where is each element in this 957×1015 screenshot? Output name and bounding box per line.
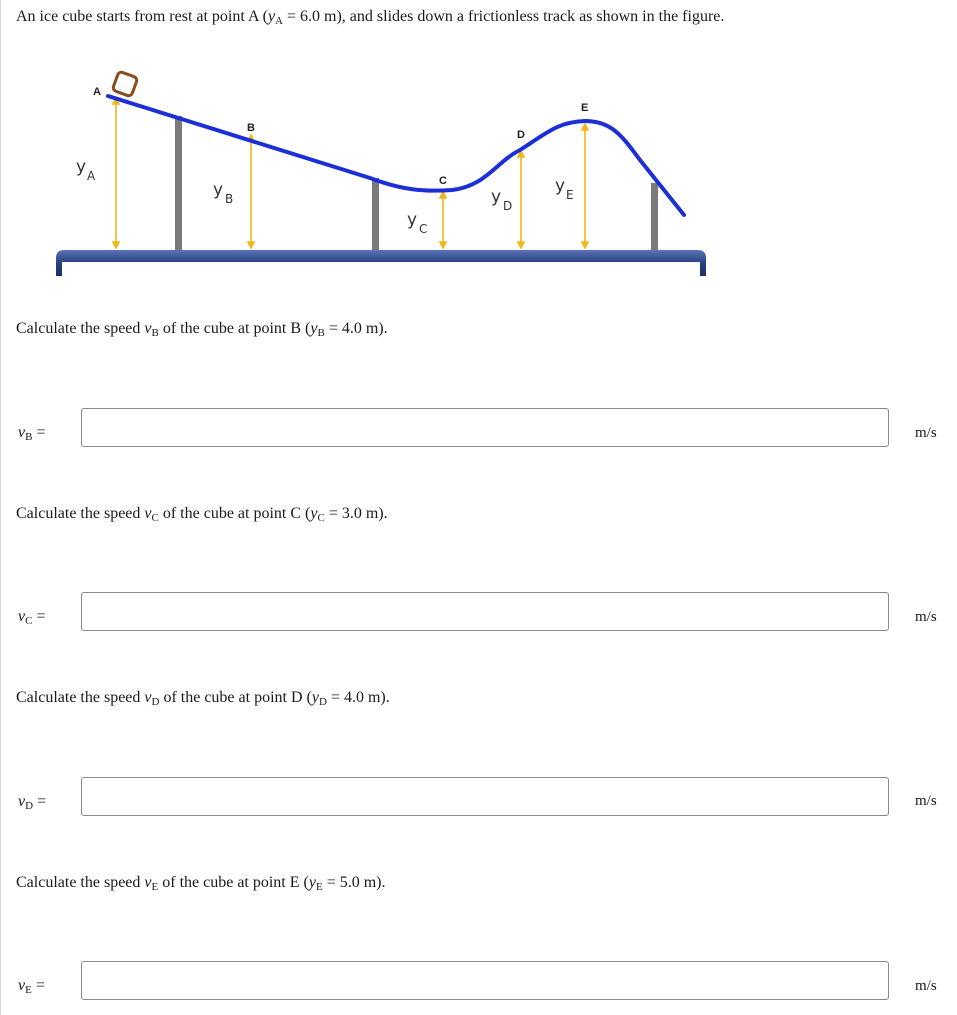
ice-cube [112, 71, 138, 97]
point-label-e: E [581, 102, 589, 114]
answer-c-unit: m/s [915, 609, 937, 625]
point-label-c: C [439, 175, 447, 187]
support-post [175, 116, 182, 250]
svg-text:A: A [87, 169, 96, 183]
svg-text:D: D [503, 199, 513, 213]
answer-b-label: $v_B$ = [18, 424, 46, 443]
height-label-yd: y [491, 187, 502, 207]
answer-b-unit: m/s [915, 425, 937, 441]
answer-d-label: $v_D$ = [18, 793, 47, 812]
answer-c-input[interactable] [81, 592, 889, 631]
question-b-text: Calculate the speed $v_B$ of the cube at point B ($y_B = 4.0$ m). [16, 320, 388, 339]
svg-text:B: B [225, 192, 234, 206]
height-label-ye: y [555, 176, 566, 196]
intro-text: An ice cube starts from rest at point A ($y_A = 6.0$ m), and slides down a frictionless track as shown in the figure. [16, 8, 725, 27]
answer-c-label: $v_C$ = [18, 608, 46, 627]
answer-b-input[interactable] [81, 408, 889, 447]
svg-text:E: E [566, 188, 574, 202]
point-label-a: A [93, 86, 101, 98]
support-post [651, 183, 658, 250]
answer-d-unit: m/s [915, 793, 937, 809]
answer-e-label: $v_E$ = [18, 977, 45, 996]
answer-d-input[interactable] [81, 777, 889, 816]
question-d-text: Calculate the speed $v_D$ of the cube at point D ($y_D = 4.0$ m). [16, 689, 390, 708]
point-label-d: D [517, 129, 525, 141]
support-post [372, 178, 379, 250]
answer-e-input[interactable] [81, 961, 889, 1000]
ground-platform [56, 250, 706, 276]
question-e-text: Calculate the speed $v_E$ of the cube at point E ($y_E = 5.0$ m). [16, 874, 386, 893]
question-c-text: Calculate the speed $v_C$ of the cube at point C ($y_C = 3.0$ m). [16, 505, 388, 524]
track-figure [0, 60, 720, 290]
height-label-ya: y [76, 157, 87, 177]
track-curve [108, 96, 684, 215]
svg-text:C: C [419, 222, 428, 236]
height-label-yc: y [407, 210, 418, 230]
point-label-b: B [247, 122, 255, 134]
height-label-yb: y [213, 180, 224, 200]
answer-e-unit: m/s [915, 978, 937, 994]
